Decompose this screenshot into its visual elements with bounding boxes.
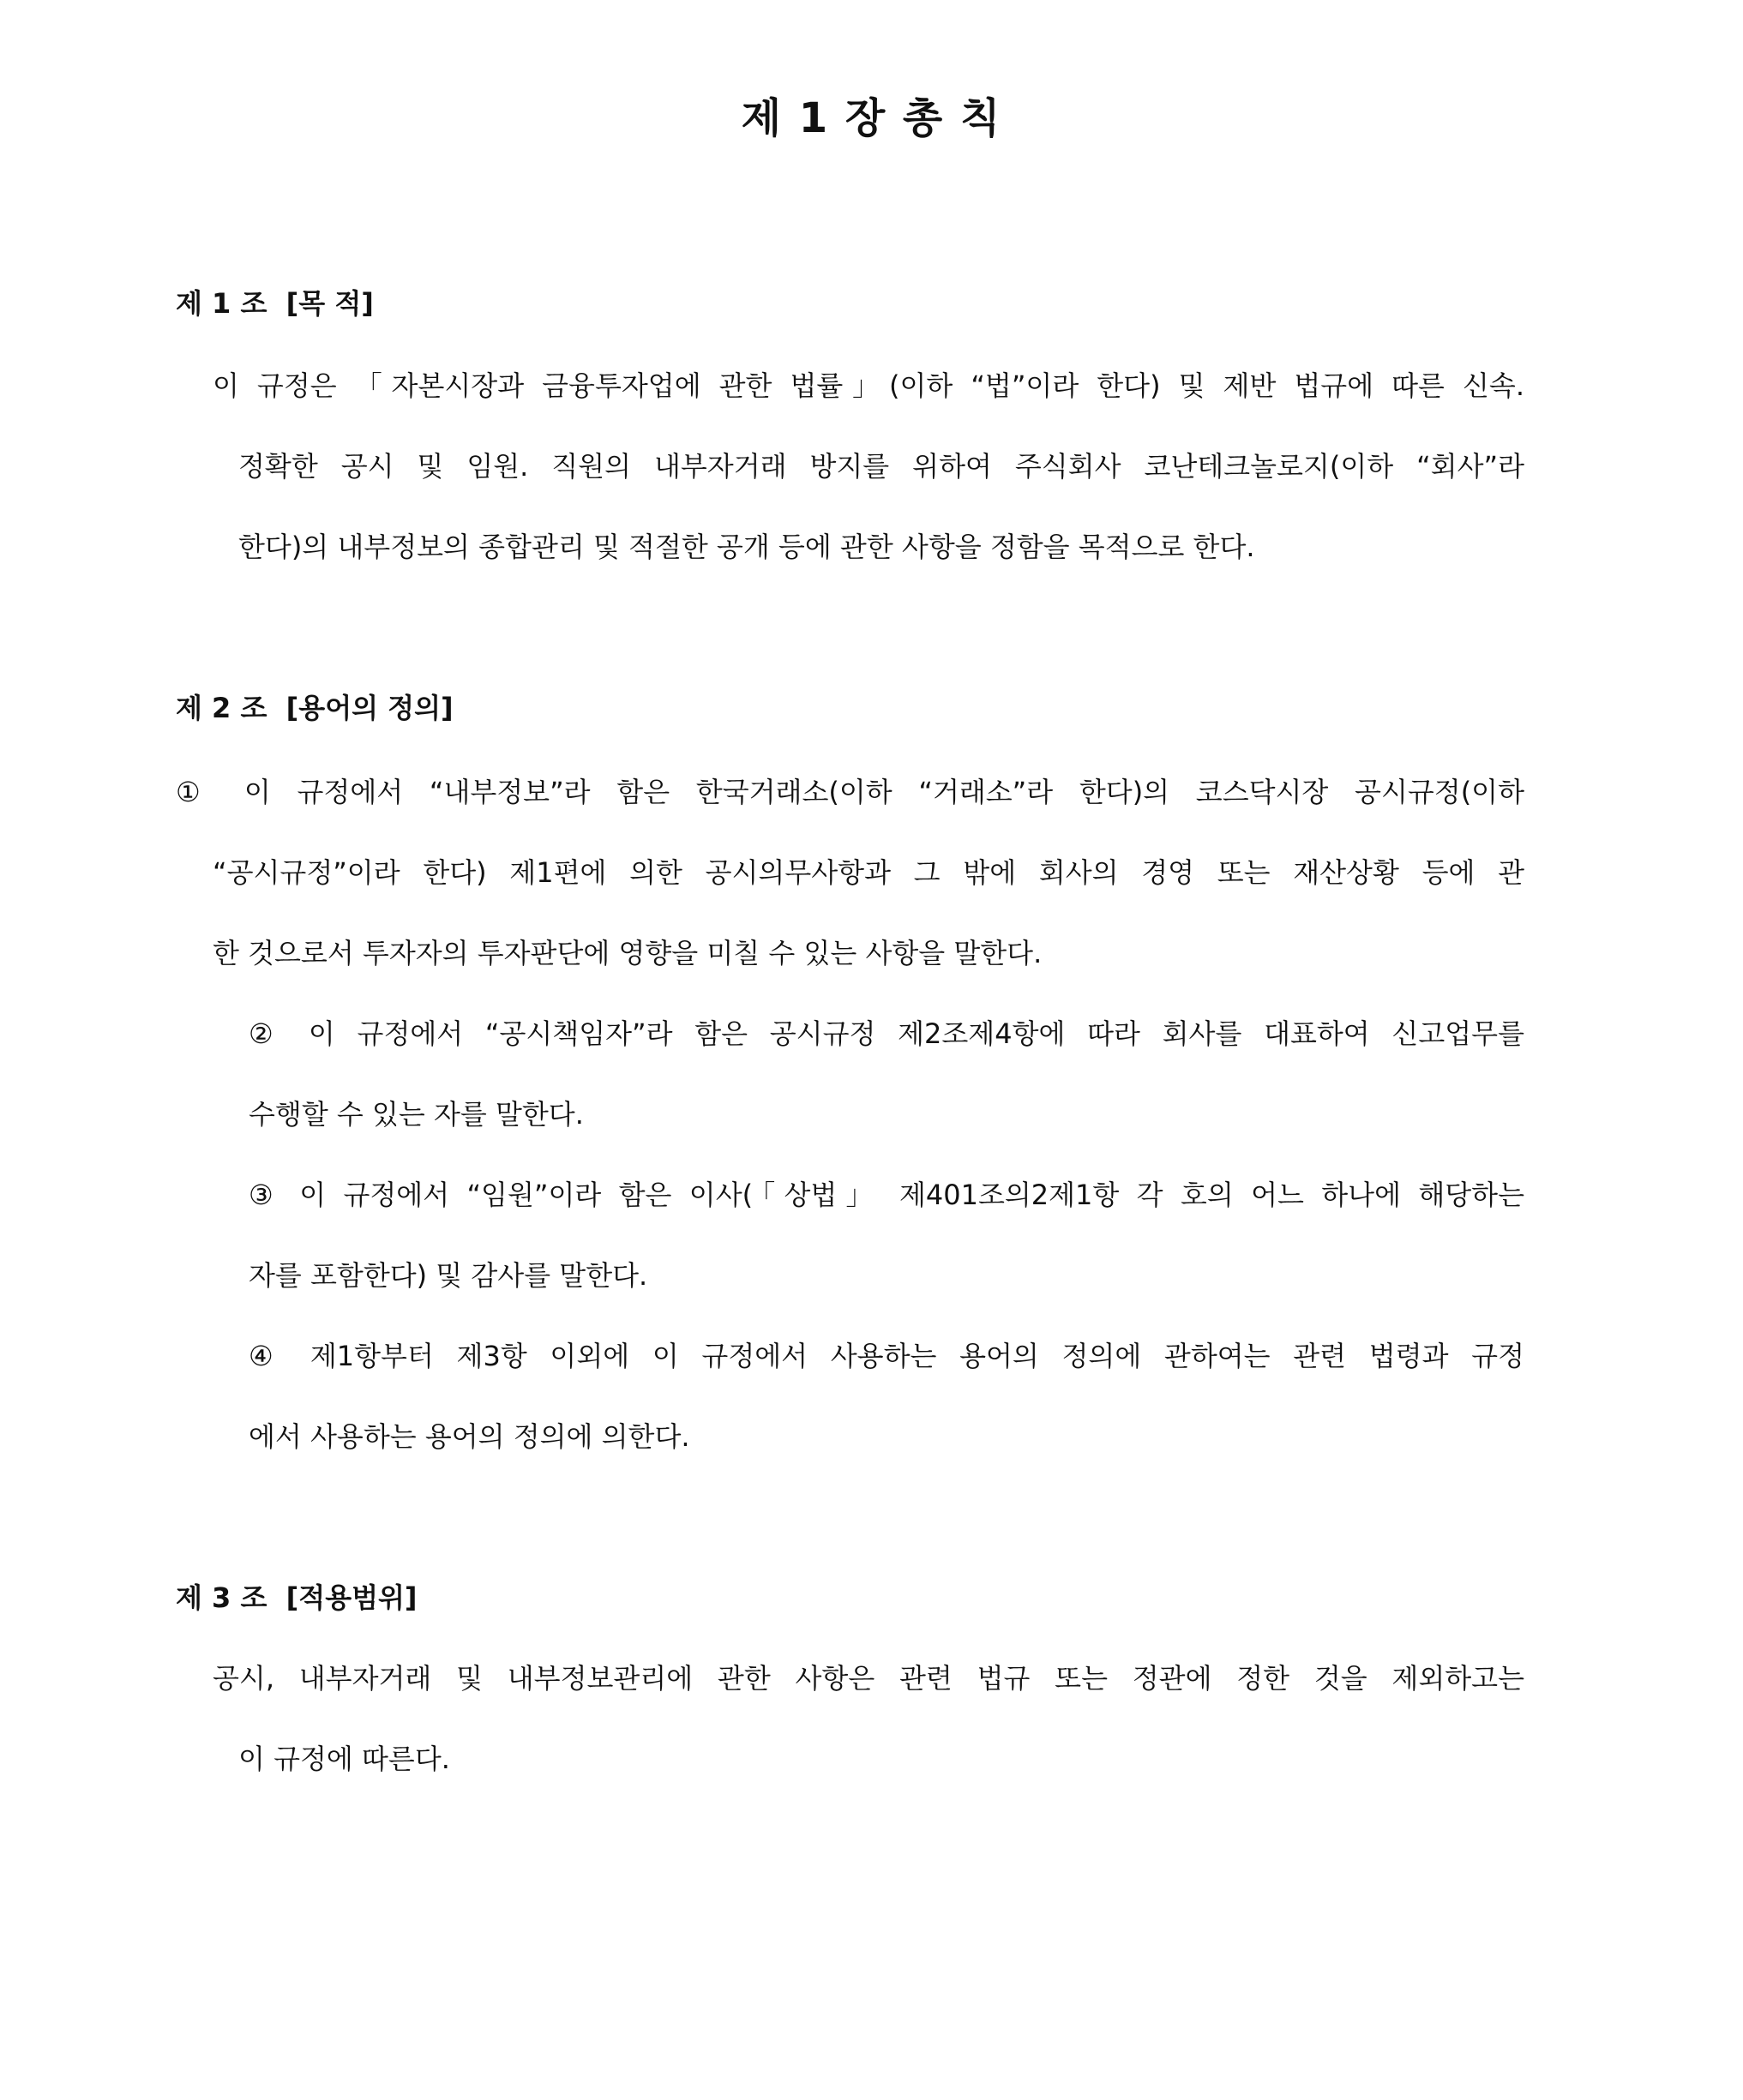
- article-2-para-1-line-1: ① 이 규정에서 “내부정보”라 함은 한국거래소(이하 “거래소”라 한다)의 코스닥시장 공시규정(이하: [176, 776, 1524, 808]
- article-2-para-2-line-1: ② 이 규정에서 “공시책임자”라 함은 공시규정 제2조제4항에 따라 회사를 대표하여 신고업무를: [249, 1017, 1524, 1050]
- article-2-para-1-line-3: 한 것으로서 투자자의 투자판단에 영향을 미칠 수 있는 사항을 말한다.: [213, 937, 1043, 969]
- article-2-para-4-line-1: ④ 제1항부터 제3항 이외에 이 규정에서 사용하는 용어의 정의에 관하여는 관련 법령과 규정: [249, 1340, 1524, 1372]
- article-2-para-3-line-2: 자를 포함한다) 및 감사를 말한다.: [249, 1259, 648, 1292]
- article-2-para-1-line-2: “공시규정”이라 한다) 제1편에 의한 공시의무사항과 그 밖에 회사의 경영 또는 재산상황 등에 관: [213, 856, 1524, 889]
- article-1-line-1: 이 규정은 「자본시장과 금융투자업에 관한 법률」(이하 “법”이라 한다) 및 제반 법규에 따른 신속.: [213, 369, 1524, 402]
- article-1-line-2: 정확한 공시 및 임원. 직원의 내부자거래 방지를 위하여 주식회사 코난테크놀로지(이하 “회사”라: [238, 450, 1524, 483]
- article-1-heading: 제 1 조 [목 적]: [176, 287, 374, 320]
- article-3-line-1: 공시, 내부자거래 및 내부정보관리에 관한 사항은 관련 법규 또는 정관에 정한 것을 제외하고는: [213, 1662, 1524, 1695]
- article-2-para-4-line-2: 에서 사용하는 용어의 정의에 의한다.: [249, 1420, 690, 1453]
- chapter-title: 제 1 장 총 칙: [741, 94, 1002, 142]
- article-2-para-3-line-1: ③ 이 규정에서 “임원”이라 함은 이사(「상법」 제401조의2제1항 각 호의 어느 하나에 해당하는: [249, 1179, 1524, 1211]
- article-2-para-2-line-2: 수행할 수 있는 자를 말한다.: [249, 1098, 584, 1131]
- article-1-line-3: 한다)의 내부정보의 종합관리 및 적절한 공개 등에 관한 사항을 정함을 목적으로 한다.: [238, 531, 1255, 563]
- article-2-heading: 제 2 조 [용어의 정의]: [176, 692, 454, 724]
- article-3-line-2: 이 규정에 따른다.: [238, 1743, 450, 1775]
- article-3-heading: 제 3 조 [적용범위]: [176, 1581, 418, 1614]
